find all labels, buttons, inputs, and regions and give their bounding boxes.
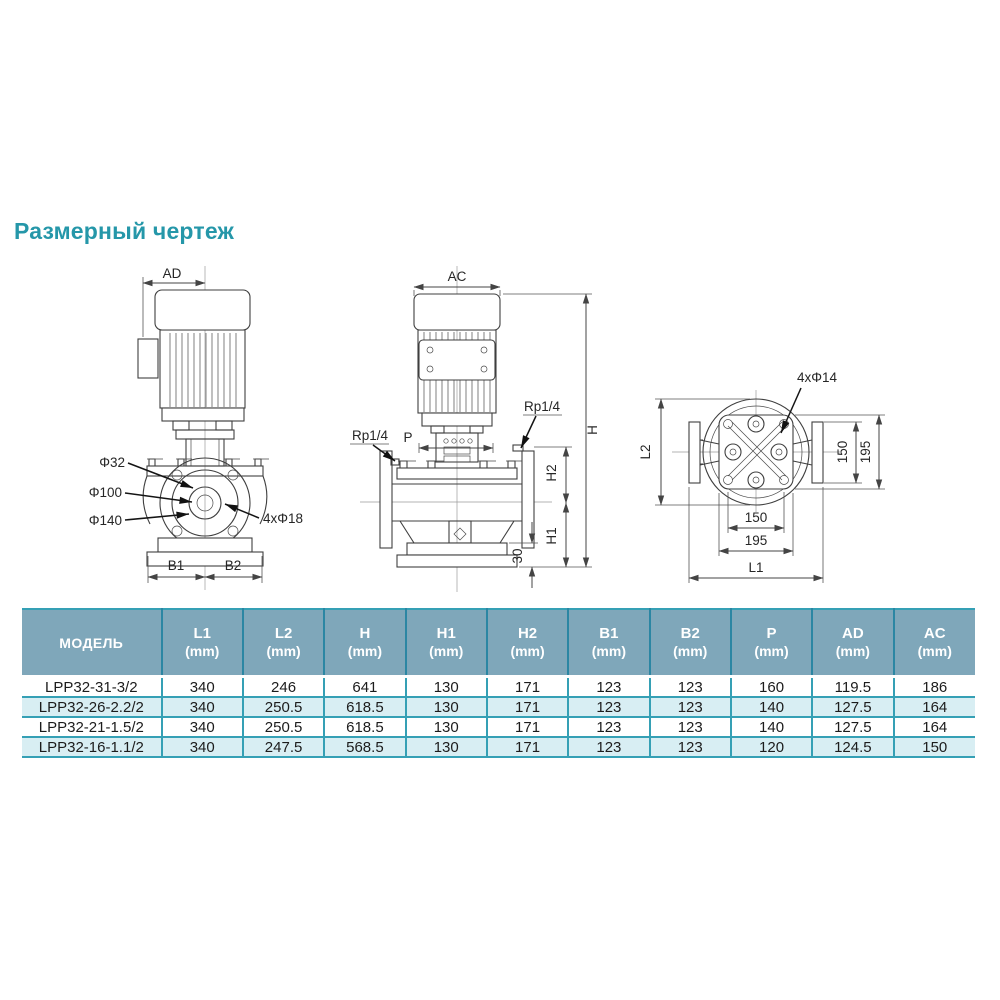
label-rp14-right: Rp1/4	[524, 399, 561, 414]
column-label: L1	[193, 625, 211, 642]
column-label: H	[359, 625, 371, 642]
column-unit: (mm)	[591, 643, 626, 659]
table-cell: 123	[568, 737, 649, 757]
column-label: B2	[680, 625, 700, 642]
front-view	[89, 266, 303, 590]
column-unit: (mm)	[754, 643, 789, 659]
dim-label-ad: AD	[162, 266, 182, 281]
column-header	[324, 609, 405, 677]
table-cell: 130	[406, 697, 487, 717]
top-view	[638, 370, 885, 583]
table-cell: 164	[894, 697, 975, 717]
column-label: B1	[599, 625, 619, 642]
table-cell: 123	[650, 697, 731, 717]
table-cell: 250.5	[243, 697, 324, 717]
table-cell: 127.5	[812, 697, 893, 717]
column-header	[894, 609, 975, 677]
model-cell: LPP32-16-1.1/2	[22, 737, 162, 757]
table-cell: 127.5	[812, 717, 893, 737]
table-cell: 130	[406, 737, 487, 757]
motor-front	[138, 290, 250, 466]
dim-label-ac: AC	[447, 269, 467, 284]
label-d100: Φ100	[88, 485, 122, 500]
column-unit: (mm)	[347, 643, 383, 659]
table-cell: 171	[487, 677, 568, 698]
table-cell: 164	[894, 717, 975, 737]
label-d140: Φ140	[88, 513, 122, 528]
table-cell: 340	[162, 677, 243, 698]
table-row	[22, 717, 975, 737]
model-cell: LPP32-31-3/2	[22, 677, 162, 698]
table-header-row	[22, 609, 975, 677]
page-title: Размерный чертеж	[14, 218, 235, 244]
table-row	[22, 737, 975, 757]
dim-label-p: P	[403, 430, 413, 445]
dim-label-h1: H1	[544, 527, 559, 545]
column-label: P	[766, 625, 777, 642]
column-header	[243, 609, 324, 677]
table-cell: 123	[650, 677, 731, 698]
column-unit: (mm)	[266, 643, 301, 659]
model-cell: LPP32-21-1.5/2	[22, 717, 162, 737]
table-cell: 246	[243, 677, 324, 698]
table-cell: 140	[731, 717, 812, 737]
label-bolt-holes-top: 4xΦ14	[797, 370, 838, 385]
label-bolt-holes-front: 4xΦ18	[263, 511, 304, 526]
table-cell: 160	[731, 677, 812, 698]
dim-label-195-bottom: 195	[744, 533, 768, 548]
column-unit: (mm)	[835, 643, 870, 659]
table-cell: 171	[487, 717, 568, 737]
column-header	[812, 609, 893, 677]
column-header	[650, 609, 731, 677]
dim-label-150-bottom: 150	[744, 510, 768, 525]
dim-label-l2: L2	[638, 444, 653, 460]
dim-label-b1: B1	[167, 558, 185, 573]
model-cell: LPP32-26-2.2/2	[22, 697, 162, 717]
column-label: L2	[274, 625, 293, 642]
table-cell: 123	[568, 697, 649, 717]
table-cell: 171	[487, 737, 568, 757]
column-label: AD	[842, 625, 864, 642]
label-rp14-left: Rp1/4	[351, 428, 388, 443]
table-cell: 123	[568, 717, 649, 737]
column-header	[731, 609, 812, 677]
column-header	[406, 609, 487, 677]
column-label: AC	[923, 625, 946, 642]
table-cell: 340	[162, 737, 243, 757]
side-view	[350, 266, 600, 592]
table-cell: 641	[324, 677, 405, 698]
column-label: H2	[517, 625, 538, 642]
table-cell: 340	[162, 697, 243, 717]
dim-label-150-right: 150	[835, 440, 850, 464]
table-cell: 124.5	[812, 737, 893, 757]
table-cell: 186	[894, 677, 975, 698]
column-unit: (mm)	[673, 643, 708, 659]
dim-label-h: H	[585, 425, 600, 435]
label-d32: Φ32	[99, 455, 125, 470]
table-cell: 618.5	[324, 717, 405, 737]
column-unit: (mm)	[510, 643, 545, 659]
table-cell: 130	[406, 677, 487, 698]
column-unit: (mm)	[917, 643, 952, 659]
column-label: H1	[436, 625, 456, 642]
table-cell: 247.5	[243, 737, 324, 757]
column-header	[487, 609, 568, 677]
table-cell: 140	[731, 697, 812, 717]
table-cell: 123	[650, 717, 731, 737]
table-cell: 618.5	[324, 697, 405, 717]
table-row	[22, 697, 975, 717]
table-cell: 123	[568, 677, 649, 698]
table-cell: 250.5	[243, 717, 324, 737]
table-cell: 171	[487, 697, 568, 717]
table-cell: 130	[406, 717, 487, 737]
column-unit: (mm)	[185, 643, 220, 659]
table-cell: 150	[894, 737, 975, 757]
table-cell: 568.5	[324, 737, 405, 757]
table-cell: 119.5	[812, 677, 893, 698]
column-unit: (mm)	[429, 643, 464, 659]
table-row	[22, 677, 975, 698]
table-cell: 123	[650, 737, 731, 757]
column-header	[162, 609, 243, 677]
dim-label-h2: H2	[544, 464, 559, 482]
pump-front	[143, 458, 269, 566]
table-cell: 120	[731, 737, 812, 757]
column-header-model: МОДЕЛЬ	[22, 609, 162, 677]
table-cell: 340	[162, 717, 243, 737]
dim-label-b2: B2	[224, 558, 242, 573]
dim-label-l1: L1	[748, 560, 764, 575]
dim-label-30: 30	[510, 548, 525, 564]
dimensions-table	[22, 608, 975, 758]
dim-label-195-right: 195	[858, 440, 873, 464]
column-header	[568, 609, 649, 677]
